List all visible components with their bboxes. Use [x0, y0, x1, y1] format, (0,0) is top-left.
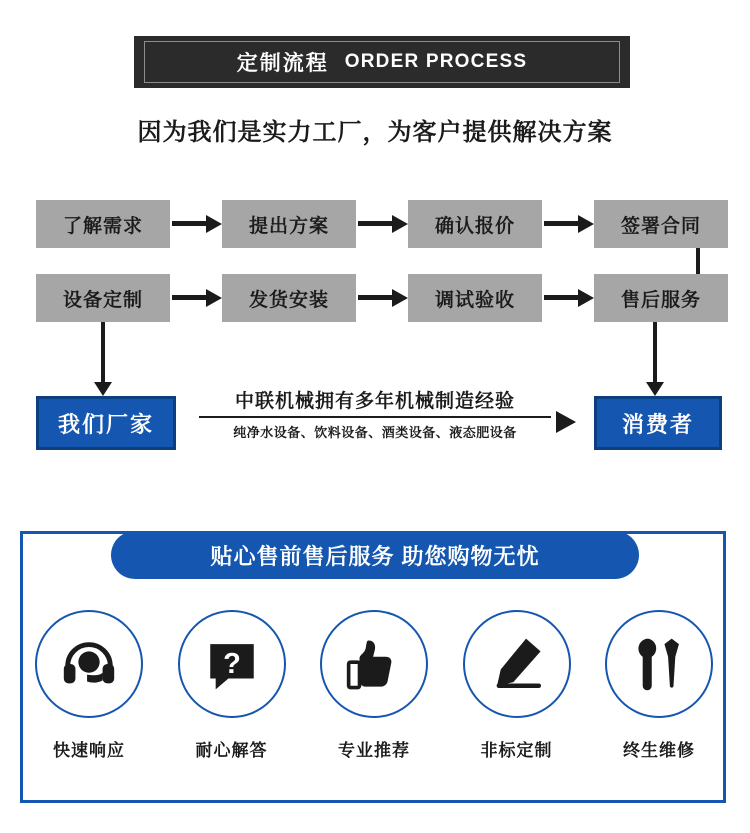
service-item-lifetime-repair [594, 610, 724, 761]
service-item-custom-made [452, 610, 582, 761]
flow-step-3: 确认报价 [408, 200, 542, 248]
flow-step-6: 发货安装 [222, 274, 356, 322]
flow-step-4: 签署合同 [594, 200, 728, 248]
svg-text:?: ? [222, 648, 241, 681]
flow-row-1 [36, 200, 716, 248]
service-item-label: 非标定制 [480, 741, 553, 760]
service-item-label: 耐心解答 [195, 741, 268, 760]
service-item-label: 终生维修 [623, 741, 695, 760]
flow-step-7: 调试验收 [408, 274, 542, 322]
header-banner [134, 36, 630, 88]
flow-arrow-right-icon [544, 215, 596, 233]
thumbs-up-icon [320, 610, 428, 718]
service-title-pill: 贴心售前售后服务 助您购物无忧 [111, 531, 639, 579]
flow-arrow-right-icon [172, 289, 224, 307]
flow-step-5: 设备定制 [36, 274, 170, 322]
experience-divider [199, 416, 551, 418]
service-item-list [24, 610, 724, 761]
header-title-cn: 定制流程 [236, 52, 329, 75]
service-item-fast-response [24, 610, 154, 761]
service-item-patient-answer [167, 610, 297, 761]
service-item-label: 快速响应 [53, 741, 125, 760]
service-item-label: 专业推荐 [338, 741, 410, 760]
flow-row-2 [36, 274, 716, 322]
service-item-professional-recommend [309, 610, 439, 761]
experience-line-2: 纯净水设备、饮料设备、酒类设备、液态肥设备 [233, 425, 517, 440]
header-title-en: ORDER PROCESS [344, 51, 528, 72]
flow-step-2: 提出方案 [222, 200, 356, 248]
experience-line-1: 中联机械拥有多年机械制造经验 [234, 391, 515, 412]
factory-experience-text [190, 386, 560, 441]
headset-icon [35, 610, 143, 718]
wrench-screwdriver-icon [605, 610, 713, 718]
question-bubble-icon [178, 610, 286, 718]
flow-arrow-right-icon [358, 215, 410, 233]
flow-arrow-right-icon [556, 411, 576, 433]
flow-arrow-right-icon [358, 289, 410, 307]
flow-arrow-right-icon [544, 289, 596, 307]
header-banner-inner [144, 41, 620, 83]
flow-arrow-right-icon [172, 215, 224, 233]
consumer-box: 消费者 [594, 396, 722, 450]
flow-step-8: 售后服务 [594, 274, 728, 322]
page-subtitle: 因为我们是实力工厂，为客户提供解决方案 [137, 119, 613, 146]
pencil-icon [463, 610, 571, 718]
our-factory-box: 我们厂家 [36, 396, 176, 450]
flow-step-1: 了解需求 [36, 200, 170, 248]
